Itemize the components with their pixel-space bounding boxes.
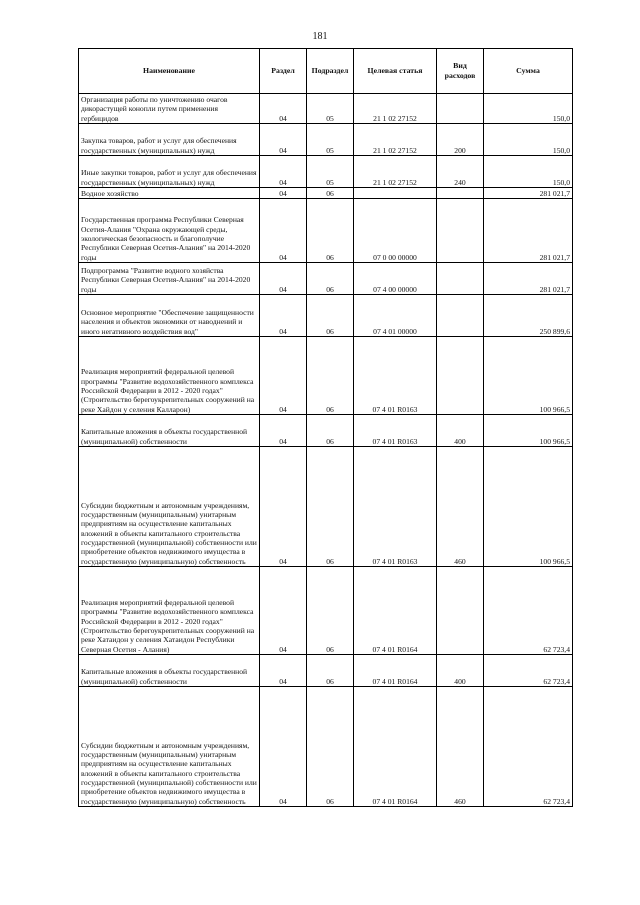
table-row [79, 156, 573, 188]
row-expense-type [437, 295, 484, 337]
row-section: 04 [260, 415, 307, 447]
row-name: Основное мероприятие "Обеспечение защищенности населения и объектов экономики от наводнений и иного негативного воздействия вод" [79, 295, 260, 337]
header-subsection: Подраздел [307, 49, 354, 94]
row-section: 04 [260, 199, 307, 263]
row-subsection: 06 [307, 447, 354, 567]
row-section: 04 [260, 687, 307, 807]
row-article [354, 188, 437, 199]
row-expense-type: 460 [437, 687, 484, 807]
row-article: 07 4 00 00000 [354, 263, 437, 295]
row-section: 04 [260, 655, 307, 687]
header-section: Раздел [260, 49, 307, 94]
row-name: Реализация мероприятий федеральной целевой программы "Развитие водохозяйственного комплекса Российской Федерации в 2012 - 2020 годах" (Строительство берегоукрепительных сооружений на реке Хатаидон у селения Хатаидон Республики Северная Осетия - Алания) [79, 567, 260, 655]
row-amount: 62 723,4 [484, 655, 573, 687]
table-row [79, 188, 573, 199]
row-name: Капитальные вложения в объекты государственной (муниципальной) собственности [79, 655, 260, 687]
row-name: Организация работы по уничтожению очагов дикорастущей конопли путем применения гербицидов [79, 94, 260, 124]
row-article: 07 4 01 00000 [354, 295, 437, 337]
page-number: 181 [312, 31, 328, 42]
table-row [79, 447, 573, 567]
row-subsection: 05 [307, 156, 354, 188]
row-expense-type [437, 567, 484, 655]
row-article: 07 4 01 R0163 [354, 415, 437, 447]
row-name: Иные закупки товаров, работ и услуг для обеспечения государственных (муниципальных) нужд [79, 156, 260, 188]
row-amount: 100 966,5 [484, 337, 573, 415]
row-expense-type [437, 199, 484, 263]
row-amount: 281 021,7 [484, 188, 573, 199]
row-section: 04 [260, 337, 307, 415]
row-expense-type: 400 [437, 415, 484, 447]
header-expense-type: Вид расходов [437, 49, 484, 94]
row-section: 04 [260, 94, 307, 124]
table-row [79, 655, 573, 687]
row-name: Водное хозяйство [79, 188, 260, 199]
row-amount: 150,0 [484, 94, 573, 124]
row-section: 04 [260, 263, 307, 295]
row-section: 04 [260, 447, 307, 567]
row-article: 07 4 01 R0163 [354, 337, 437, 415]
table-row [79, 687, 573, 807]
row-article: 07 4 01 R0164 [354, 655, 437, 687]
row-name: Субсидии бюджетным и автономным учреждениям, государственным (муниципальным) унитарным предприятиям на осуществление капитальных вложений в объекты капитального строительства государственной (муниципальной) собственности или приобретение объектов недвижимого имущества в государственную (муниципальную) собственность [79, 687, 260, 807]
row-section: 04 [260, 124, 307, 156]
row-subsection: 05 [307, 94, 354, 124]
row-expense-type [437, 263, 484, 295]
row-article: 21 1 02 27152 [354, 94, 437, 124]
header-amount: Сумма [484, 49, 573, 94]
table-header-row [79, 49, 573, 94]
row-subsection: 06 [307, 295, 354, 337]
row-expense-type: 240 [437, 156, 484, 188]
row-expense-type [437, 337, 484, 415]
row-amount: 250 899,6 [484, 295, 573, 337]
row-name: Субсидии бюджетным и автономным учреждениям, государственным (муниципальным) унитарным предприятиям на осуществление капитальных вложений в объекты капитального строительства государственной (муниципальной) собственности или приобретение объектов недвижимого имущества в государственную (муниципальную) собственность [79, 447, 260, 567]
row-subsection: 06 [307, 199, 354, 263]
row-section: 04 [260, 295, 307, 337]
row-section: 04 [260, 567, 307, 655]
table-row [79, 567, 573, 655]
row-amount: 281 021,7 [484, 199, 573, 263]
row-amount: 100 966,5 [484, 447, 573, 567]
row-subsection: 06 [307, 415, 354, 447]
table-row [79, 415, 573, 447]
row-article: 21 1 02 27152 [354, 124, 437, 156]
row-subsection: 06 [307, 687, 354, 807]
header-name: Наименование [79, 49, 260, 94]
row-subsection: 06 [307, 337, 354, 415]
row-article: 07 0 00 00000 [354, 199, 437, 263]
row-amount: 62 723,4 [484, 567, 573, 655]
row-expense-type: 460 [437, 447, 484, 567]
row-expense-type [437, 94, 484, 124]
row-name: Капитальные вложения в объекты государственной (муниципальной) собственности [79, 415, 260, 447]
row-article: 21 1 02 27152 [354, 156, 437, 188]
row-subsection: 05 [307, 124, 354, 156]
row-section: 04 [260, 156, 307, 188]
table-row [79, 337, 573, 415]
row-subsection: 06 [307, 263, 354, 295]
row-name: Закупка товаров, работ и услуг для обеспечения государственных (муниципальных) нужд [79, 124, 260, 156]
table-row [79, 295, 573, 337]
table-row [79, 263, 573, 295]
row-section: 04 [260, 188, 307, 199]
header-target-article: Целевая статья [354, 49, 437, 94]
row-article: 07 4 01 R0164 [354, 567, 437, 655]
row-subsection: 06 [307, 188, 354, 199]
table-row [79, 94, 573, 124]
row-amount: 281 021,7 [484, 263, 573, 295]
row-amount: 62 723,4 [484, 687, 573, 807]
row-amount: 150,0 [484, 124, 573, 156]
row-amount: 150,0 [484, 156, 573, 188]
row-article: 07 4 01 R0163 [354, 447, 437, 567]
row-subsection: 06 [307, 567, 354, 655]
row-name: Реализация мероприятий федеральной целевой программы "Развитие водохозяйственного комплекса Российской Федерации в 2012 - 2020 годах" (Строительство берегоукрепительных сооружений на реке Хайдон у селения Калларон) [79, 337, 260, 415]
row-amount: 100 966,5 [484, 415, 573, 447]
table-row [79, 199, 573, 263]
table-row [79, 124, 573, 156]
row-name: Государственная программа Республики Северная Осетия-Алания "Охрана окружающей среды, экологическая безопасность и благополучие Республики Северная Осетия-Алания" на 2014-2020 годы [79, 199, 260, 263]
budget-table [78, 48, 573, 807]
row-subsection: 06 [307, 655, 354, 687]
row-article: 07 4 01 R0164 [354, 687, 437, 807]
row-expense-type: 400 [437, 655, 484, 687]
row-name: Подпрограмма "Развитие водного хозяйства Республики Северная Осетия-Алания" на 2014-2020 годы [79, 263, 260, 295]
row-expense-type: 200 [437, 124, 484, 156]
row-expense-type [437, 188, 484, 199]
